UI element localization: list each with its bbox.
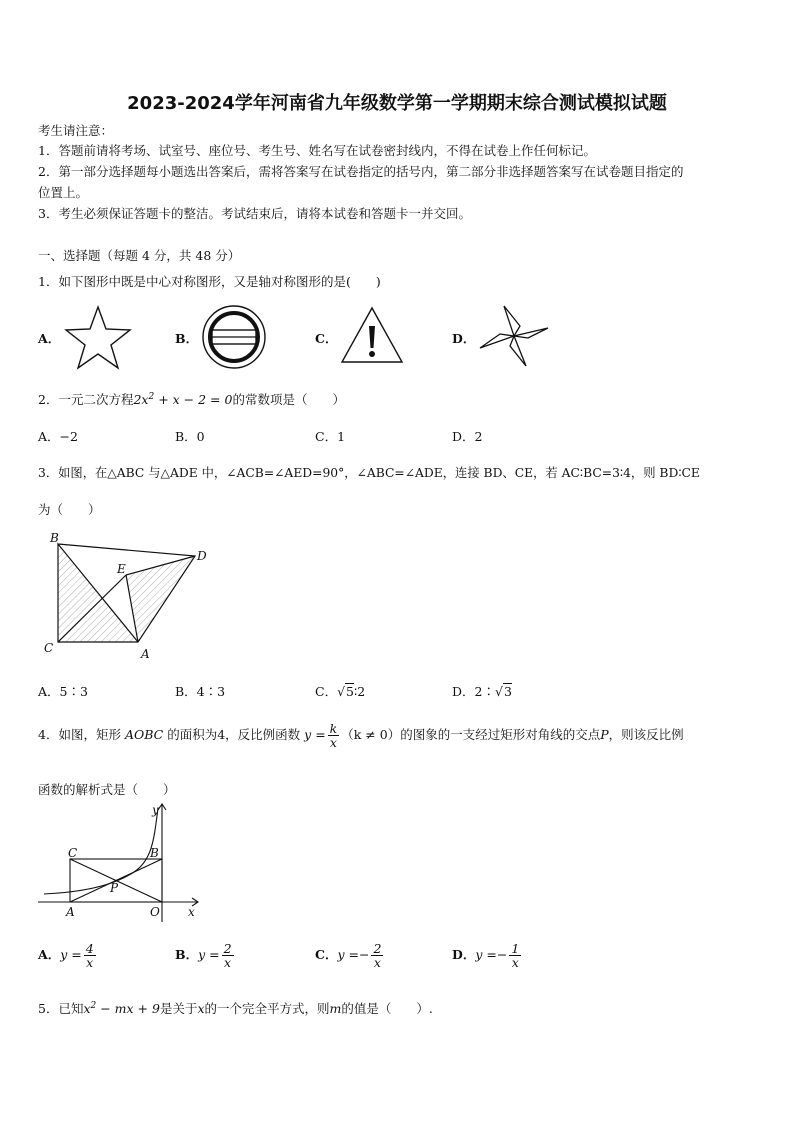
q4-option-a-num: 4 xyxy=(85,941,94,956)
q4-fn-num: k xyxy=(329,721,338,736)
q3-option-d-label: D．2∶ xyxy=(452,684,495,699)
q4-label-p: P xyxy=(110,881,119,895)
q4-option-d-lhs: y = xyxy=(475,947,497,963)
pinwheel-figure xyxy=(476,302,552,370)
notice-item-3: 3．考生必须保证答题卡的整洁。考试结束后，请将本试卷和答题卡一并交回。 xyxy=(38,206,471,221)
q3-label-e: E xyxy=(117,562,126,576)
q4-option-a-fraction xyxy=(84,942,96,969)
q4-fn-fraction xyxy=(328,722,340,749)
q4-fn-lhs: y = xyxy=(304,727,326,743)
warning-triangle-figure xyxy=(339,304,405,368)
q4-stem-end: ，则该反比例 xyxy=(608,727,684,743)
q4-option-c-lhs: y = xyxy=(337,947,359,963)
q4-stem-pre: 4．如图，矩形 xyxy=(38,727,121,743)
q2-eq-a: 2x xyxy=(133,392,149,407)
q2-option-c: C．1 xyxy=(315,429,346,444)
notice-item-2-cont: 位置上。 xyxy=(38,185,89,200)
q4-stem-cont: 函数的解析式是（ ） xyxy=(38,782,176,797)
q1-option-a-label: A． xyxy=(38,331,61,346)
q4-option-d-den: x xyxy=(511,955,519,971)
notice-item-2: 2．第一部分选择题每小题选出答案后，需将答案写在试卷指定的括号内，第二部分非选择题答案写在试卷题目指定的 xyxy=(38,164,684,179)
q4-option-c-den: x xyxy=(373,955,381,971)
q4-label-a: A xyxy=(66,905,75,919)
q4-fn-den: x xyxy=(329,735,337,751)
q5-expr-b: − mx + 9 xyxy=(96,1001,160,1016)
q3-option-c-post: ∶2 xyxy=(354,684,366,699)
q5-expr-sup: 2 xyxy=(90,1000,97,1011)
q4-option-b-lhs: y = xyxy=(198,947,220,963)
q4-option-d xyxy=(452,942,523,969)
q2-eq-sup: 2 xyxy=(148,391,155,402)
q4-stem-mid: 的面积为4，反比例函数 xyxy=(167,727,301,743)
q1-option-b-label: B． xyxy=(175,331,199,346)
q5-expression xyxy=(83,1001,160,1016)
q4-option-b-fraction xyxy=(222,942,234,969)
q4-option-b xyxy=(175,942,236,969)
q4-option-a-den: x xyxy=(86,955,94,971)
q2-option-b: B．0 xyxy=(175,429,205,444)
q4-option-d-label: D． xyxy=(452,947,476,963)
q3-stem-cont: 为（ ） xyxy=(38,502,101,517)
q4-option-a xyxy=(38,942,98,969)
q4-option-c-num: 2 xyxy=(373,941,382,956)
q5-stem-mid2: 的一个完全平方式，则 xyxy=(204,1001,330,1016)
q3-option-a: A．5∶3 xyxy=(38,684,88,699)
q3-option-c-radicand: 5 xyxy=(346,684,354,699)
notice-heading: 考生请注意： xyxy=(38,123,114,138)
q3-stem: 3．如图，在△ABC 与△ADE 中，∠ACB=∠AED=90°，∠ABC=∠ADE，连接 BD、CE，若 AC∶BC=3∶4，则 BD∶CE xyxy=(38,466,700,480)
q4-option-b-den: x xyxy=(224,955,232,971)
q5-expr-a: x xyxy=(83,1001,91,1016)
q3-option-d-radicand: 3 xyxy=(503,684,512,699)
q2-equation xyxy=(133,392,232,407)
q5-stem-pre: 5．已知 xyxy=(38,1001,84,1016)
q1-stem: 1．如下图形中既是中心对称图形，又是轴对称图形的是( ) xyxy=(38,274,381,289)
q4-option-d-fraction xyxy=(509,942,521,969)
q4-option-d-sign: − xyxy=(496,947,508,963)
q3-option-c: C．√5∶2 xyxy=(315,684,366,699)
q5-stem xyxy=(38,999,433,1017)
q4-condition: （k ≠ 0） xyxy=(341,727,401,743)
star-figure xyxy=(62,304,134,370)
q2-stem-post: 的常数项是（ ） xyxy=(232,392,345,407)
q4-option-b-num: 2 xyxy=(223,941,232,956)
q4-option-b-label: B． xyxy=(175,947,199,963)
q4-label-c: C xyxy=(68,846,78,860)
notice-item-1: 1．答题前请将考场、试室号、座位号、考生号、姓名写在试卷密封线内，不得在试卷上作任何标记。 xyxy=(38,143,596,158)
q4-option-d-num: 1 xyxy=(511,941,520,956)
q4-option-a-lhs: y = xyxy=(60,947,82,963)
q4-option-c-sign: − xyxy=(358,947,370,963)
q2-option-a: A．−2 xyxy=(38,429,78,444)
q3-label-c: C xyxy=(44,641,54,655)
q2-eq-b: + x − 2 = 0 xyxy=(154,392,233,407)
page-title: 2023-2024学年河南省九年级数学第一学期期末综合测试模拟试题 xyxy=(127,93,667,114)
q4-option-c-label: C． xyxy=(315,947,338,963)
q3-label-d: D xyxy=(197,549,207,563)
q5-stem-mid: 是关于 xyxy=(159,1001,198,1016)
q5-m: m xyxy=(329,1001,342,1016)
q3-triangle-figure xyxy=(38,528,218,663)
q4-point-name: P xyxy=(600,727,609,743)
q1-option-d-label: D． xyxy=(452,331,476,346)
q3-label-a: A xyxy=(141,647,150,661)
q4-option-c xyxy=(315,942,385,969)
q4-axis-y: y xyxy=(152,803,159,817)
q4-label-o: O xyxy=(150,905,160,919)
q2-option-d: D．2 xyxy=(452,429,483,444)
q4-stem xyxy=(38,722,684,749)
q3-label-b: B xyxy=(50,531,59,545)
q4-option-a-label: A． xyxy=(38,947,61,963)
q5-var: x xyxy=(197,1001,205,1016)
q1-option-c-label: C． xyxy=(315,331,338,346)
q3-option-d: D．2∶√3 xyxy=(452,684,512,699)
q3-option-c-label: C． xyxy=(315,684,338,699)
q5-stem-end: 的值是（ ）. xyxy=(341,1001,433,1016)
q2-stem-pre: 2．一元二次方程 xyxy=(38,392,134,407)
q4-rectangle-graph xyxy=(38,800,208,926)
q4-rect-name: AOBC xyxy=(124,727,164,743)
section-heading: 一、选择题（每题 4 分，共 48 分） xyxy=(38,248,241,263)
q4-option-c-fraction xyxy=(371,942,383,969)
q2-stem xyxy=(38,390,345,408)
q4-axis-x: x xyxy=(188,905,195,919)
q3-option-b: B．4∶3 xyxy=(175,684,226,699)
no-entry-sign-figure xyxy=(199,304,269,370)
q4-label-b: B xyxy=(150,846,159,860)
q4-stem-post: 的图象的一支经过矩形对角线的交点 xyxy=(400,727,601,743)
